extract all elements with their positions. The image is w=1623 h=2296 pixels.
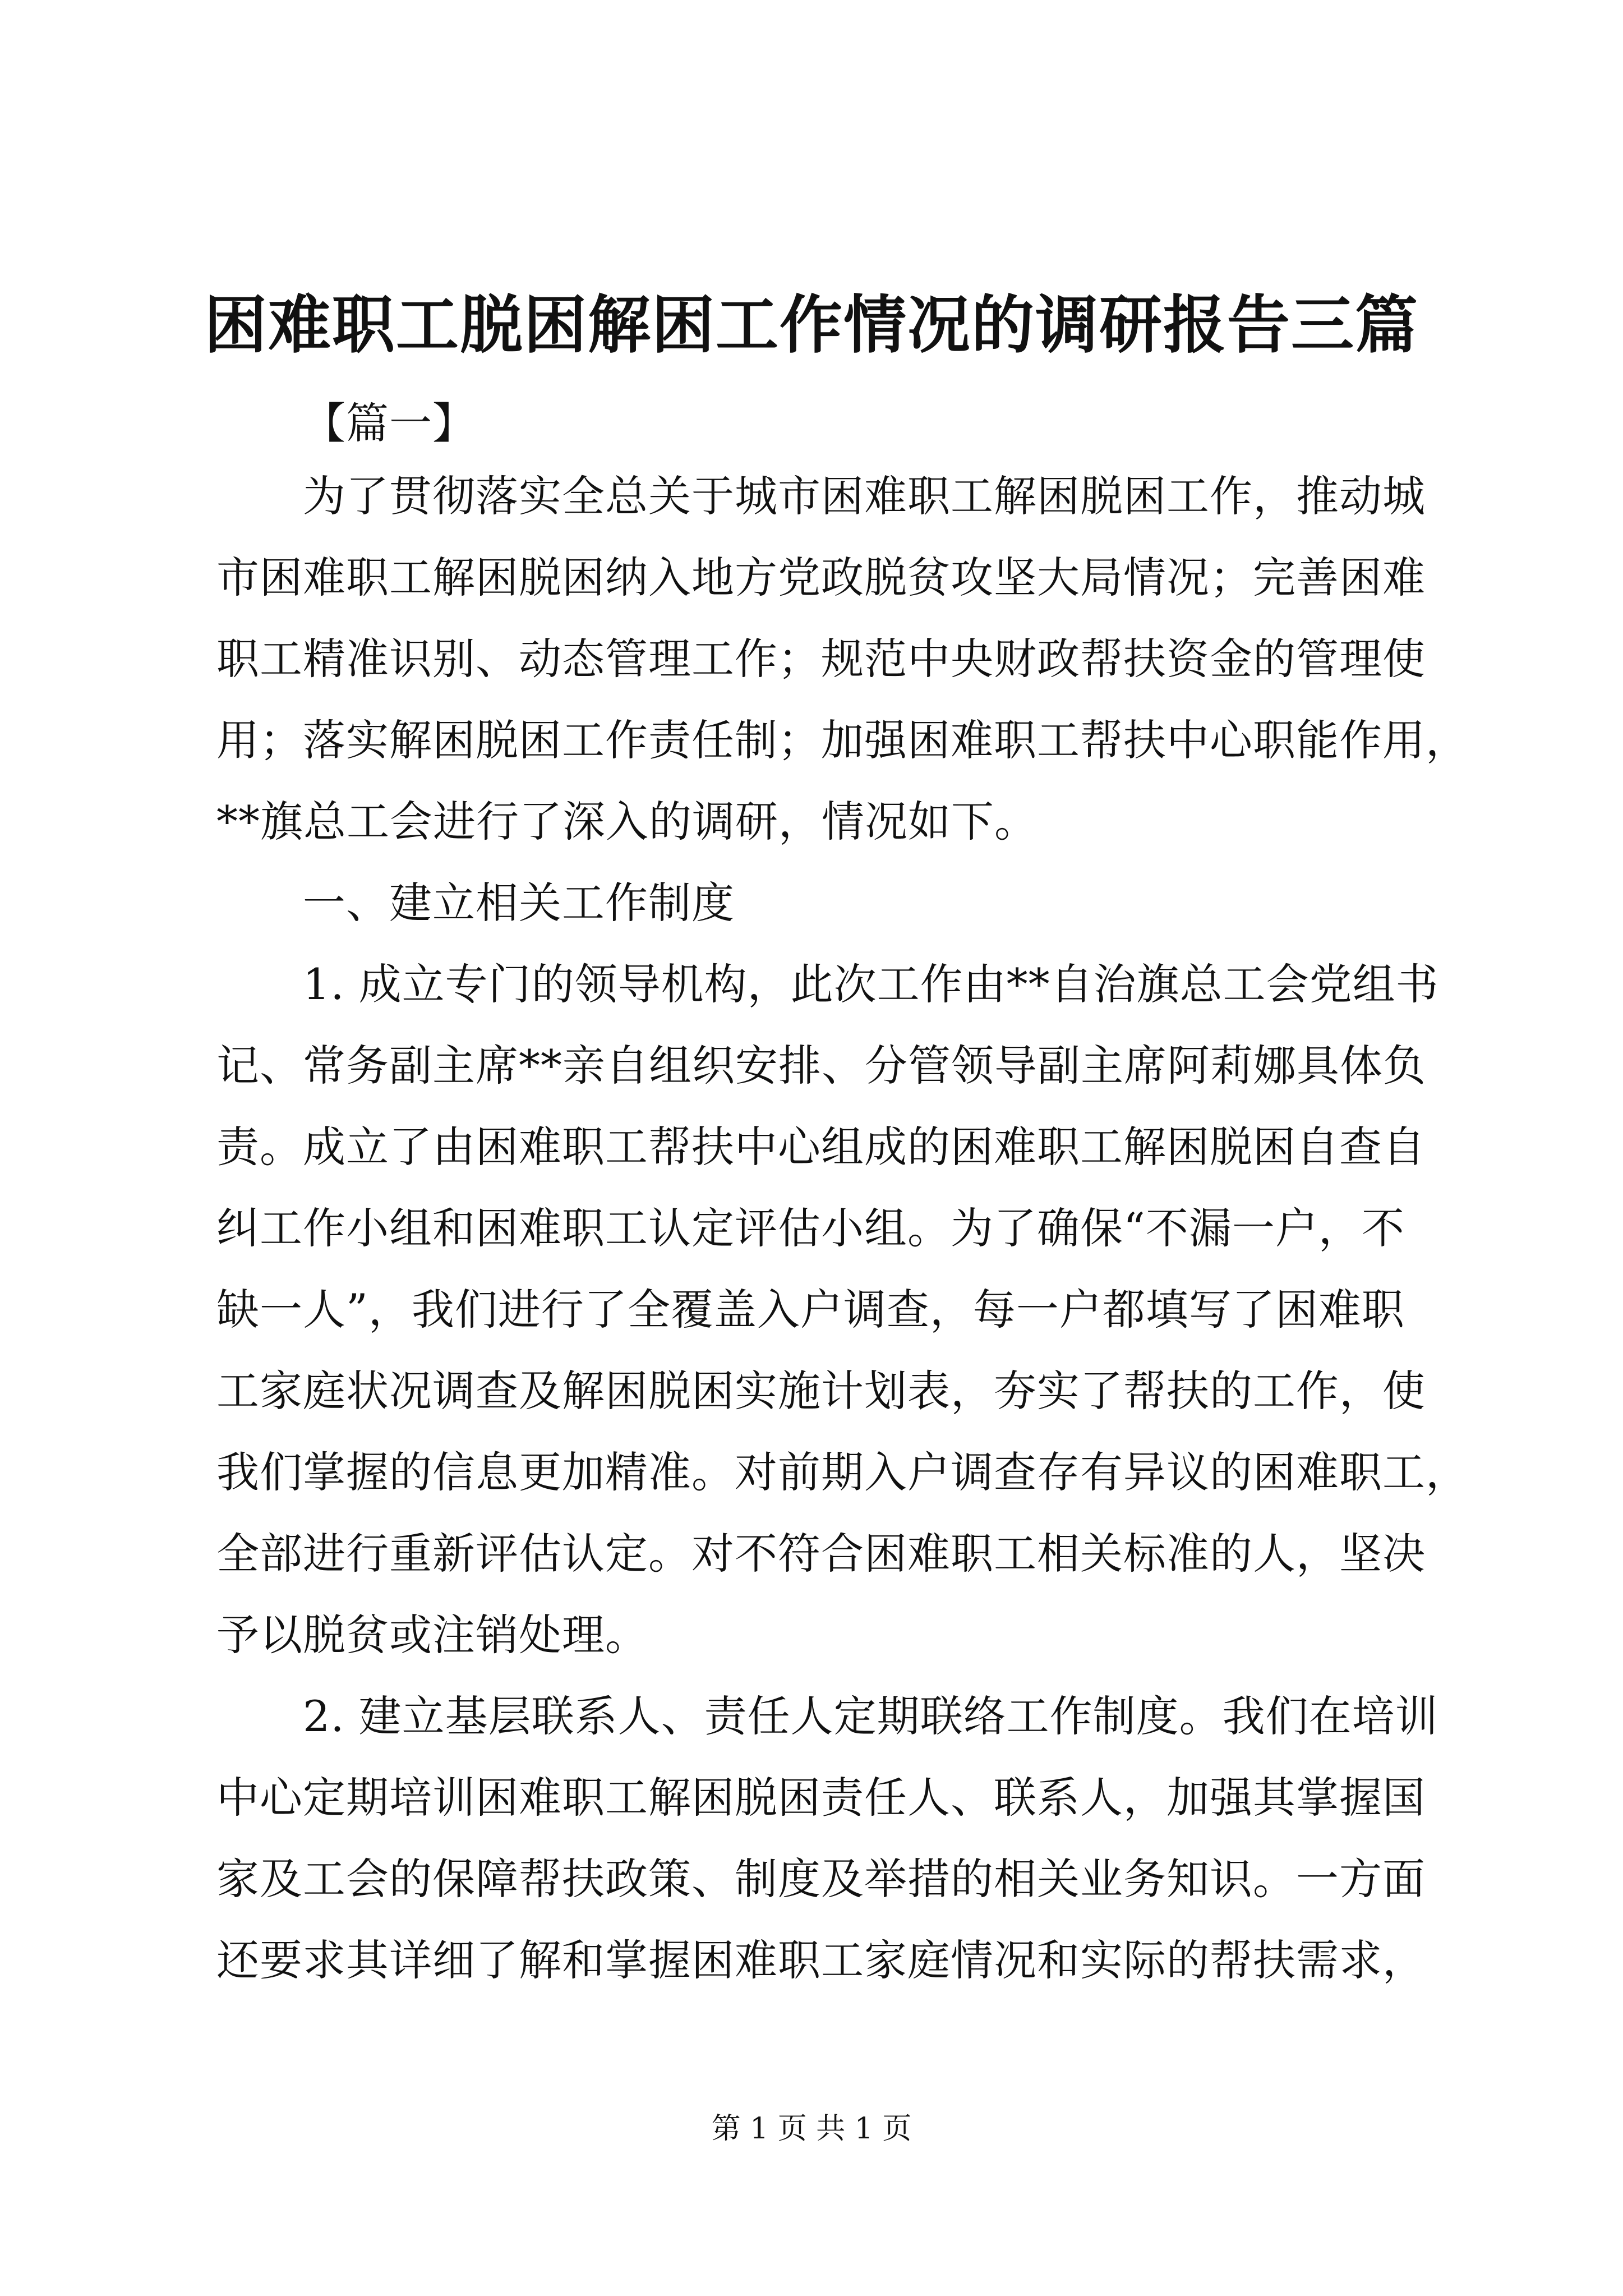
paragraph-line: 中心定期培训困难职工解困脱困责任人、联系人，加强其掌握国 bbox=[216, 1773, 1426, 1823]
paragraph-line: 为了贯彻落实全总关于城市困难职工解困脱困工作，推动城 bbox=[303, 471, 1426, 521]
paragraph-line: 全部进行重新评估认定。对不符合困难职工相关标准的人，坚决 bbox=[216, 1529, 1426, 1579]
paragraph-line: 家及工会的保障帮扶政策、制度及举措的相关业务知识。一方面 bbox=[216, 1854, 1426, 1904]
document-title: 困难职工脱困解困工作情况的调研报告三篇 bbox=[204, 288, 1419, 362]
paragraph-line: 市困难职工解困脱困纳入地方党政脱贫攻坚大局情况；完善困难 bbox=[216, 553, 1426, 602]
paragraph-line: 予以脱贫或注销处理。 bbox=[216, 1610, 648, 1660]
section-heading-part-one: 【篇一】 bbox=[303, 398, 476, 448]
paragraph-line: 职工精准识别、动态管理工作；规范中央财政帮扶资金的管理使 bbox=[216, 634, 1426, 684]
paragraph-line: 我们掌握的信息更加精准。对前期入户调查存有异议的困难职工， bbox=[216, 1447, 1469, 1497]
paragraph-line: **旗总工会进行了深入的调研，情况如下。 bbox=[216, 797, 1038, 846]
paragraph-line: 1. 成立专门的领导机构，此次工作由**自治旗总工会党组书 bbox=[303, 959, 1439, 1009]
paragraph-line: 还要求其详细了解和掌握困难职工家庭情况和实际的帮扶需求， bbox=[216, 1935, 1426, 1985]
paragraph-line: 责。成立了由困难职工帮扶中心组成的困难职工解困脱困自查自 bbox=[216, 1122, 1426, 1172]
paragraph-line: 工家庭状况调查及解困脱困实施计划表，夯实了帮扶的工作，使 bbox=[216, 1366, 1426, 1416]
paragraph-line: 2. 建立基层联系人、责任人定期联络工作制度。我们在培训 bbox=[303, 1691, 1438, 1741]
section-heading-1: 一、建立相关工作制度 bbox=[303, 878, 735, 928]
page-footer: 第 1 页 共 1 页 bbox=[711, 2112, 912, 2146]
paragraph-line: 用；落实解困脱困工作责任制；加强困难职工帮扶中心职能作用， bbox=[216, 715, 1469, 765]
paragraph-line: 纠工作小组和困难职工认定评估小组。为了确保“不漏一户，不 bbox=[216, 1203, 1405, 1253]
paragraph-line: 缺一人”，我们进行了全覆盖入户调查，每一户都填写了困难职 bbox=[216, 1285, 1405, 1335]
paragraph-line: 记、常务副主席**亲自组织安排、分管领导副主席阿莉娜具体负 bbox=[216, 1041, 1426, 1091]
